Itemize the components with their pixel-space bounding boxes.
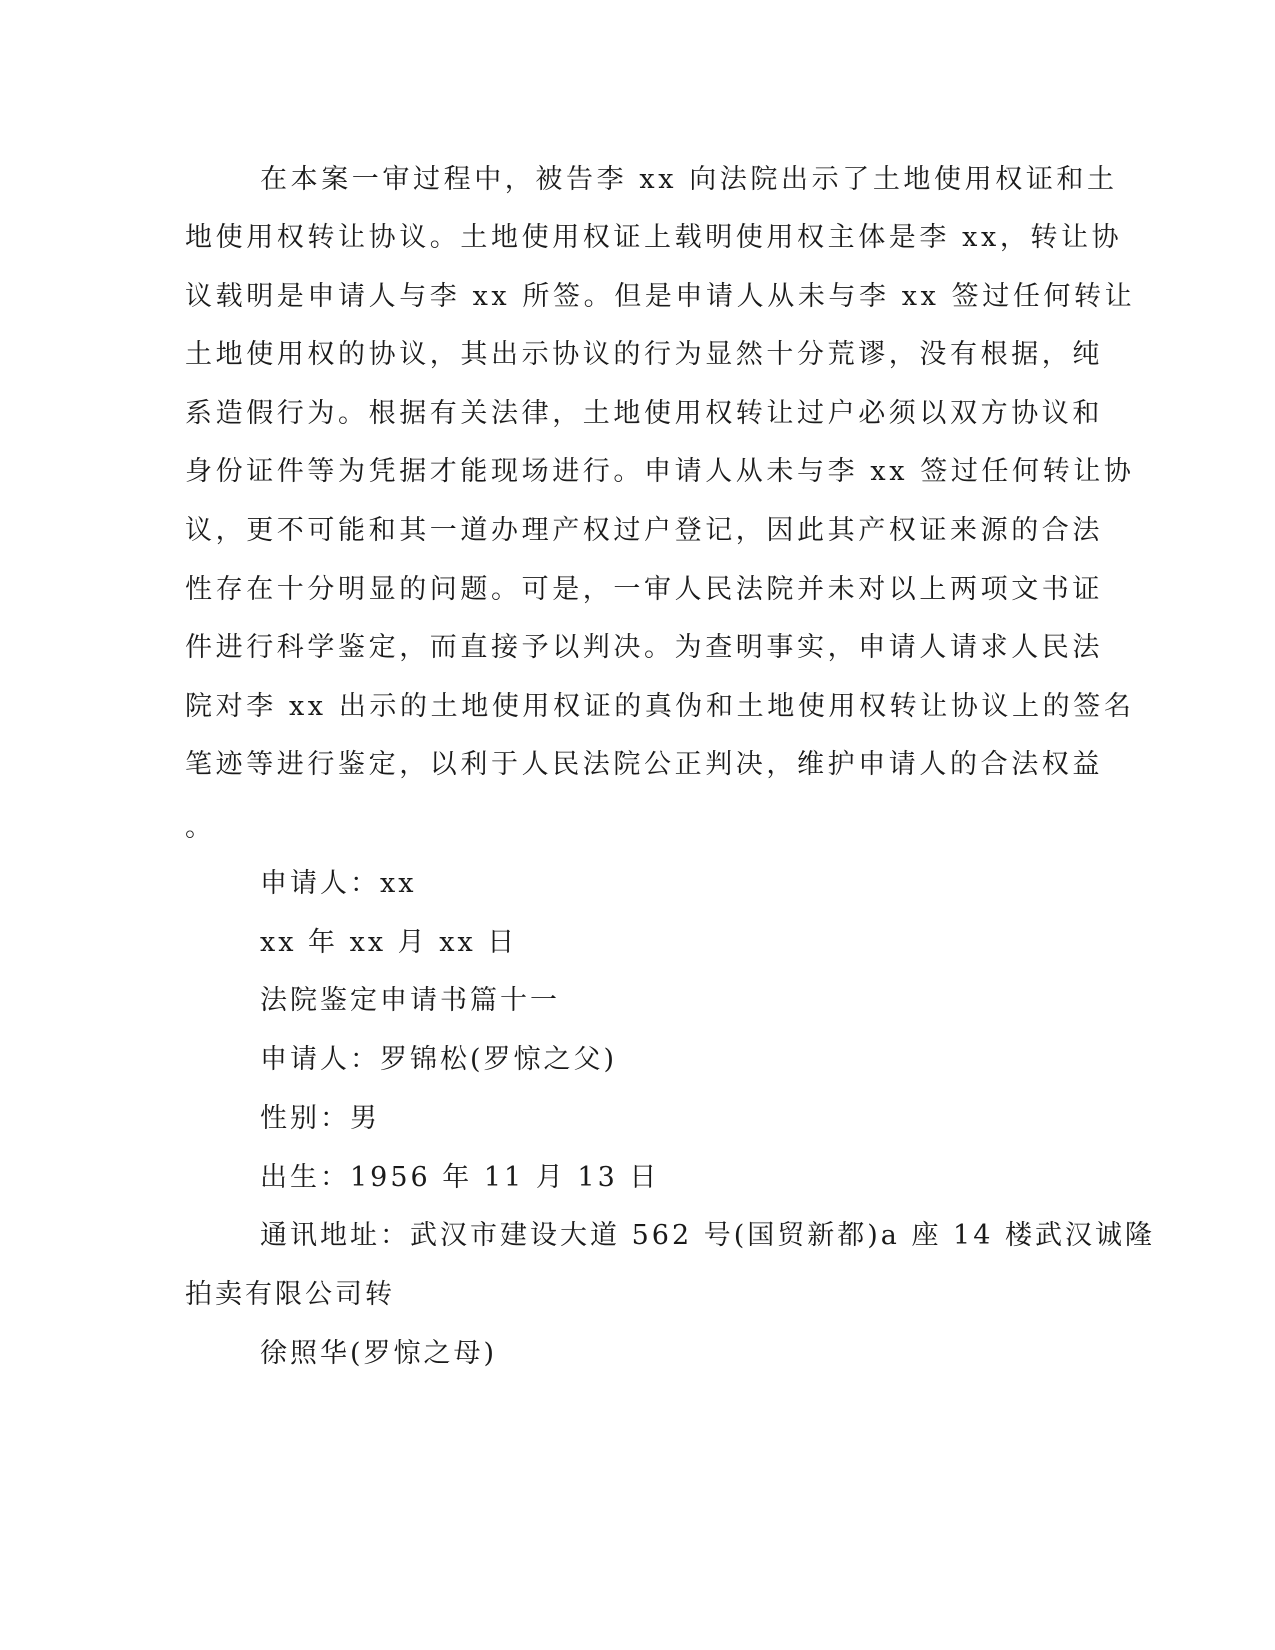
body-text-line: 笔迹等进行鉴定，以利于人民法院公正判决，维护申请人的合法权益 [185, 749, 1103, 780]
applicant-address-continued: 拍卖有限公司转 [185, 1279, 395, 1310]
body-text-line: 性存在十分明显的问题。可是，一审人民法院并未对以上两项文书证 [185, 574, 1103, 605]
body-text-line: 。 [185, 812, 216, 843]
body-text-line: 件进行科学鉴定，而直接予以判决。为查明事实，申请人请求人民法 [185, 632, 1103, 663]
applicant-gender: 性别：男 [260, 1103, 380, 1134]
applicant-name: 申请人：罗锦松(罗惊之父) [260, 1044, 618, 1075]
body-text-line: 院对李 xx 出示的土地使用权证的真伪和土地使用权转让协议上的签名 [185, 691, 1135, 722]
body-text-line: 土地使用权的协议，其出示协议的行为显然十分荒谬，没有根据，纯 [185, 339, 1103, 370]
applicant-birth: 出生：1956 年 11 月 13 日 [260, 1162, 660, 1193]
body-text-line: 议，更不可能和其一道办理产权过户登记，因此其产权证来源的合法 [185, 515, 1103, 546]
signature-date: xx 年 xx 月 xx 日 [260, 927, 518, 958]
co-applicant-name: 徐照华(罗惊之母) [260, 1338, 498, 1369]
body-text-line: 议载明是申请人与李 xx 所签。但是申请人从未与李 xx 签过任何转让 [185, 281, 1136, 312]
body-text-line: 系造假行为。根据有关法律，土地使用权转让过户必须以双方协议和 [185, 398, 1103, 429]
body-text-line: 地使用权转让协议。土地使用权证上载明使用权主体是李 xx，转让协 [185, 222, 1123, 253]
body-text-line: 身份证件等为凭据才能现场进行。申请人从未与李 xx 签过任何转让协 [185, 456, 1135, 487]
applicant-signature: 申请人：xx [260, 868, 417, 899]
body-text-line: 在本案一审过程中，被告李 xx 向法院出示了土地使用权证和土 [260, 164, 1118, 195]
applicant-address: 通讯地址：武汉市建设大道 562 号(国贸新都)a 座 14 楼武汉诚隆 [260, 1220, 1155, 1251]
section-title: 法院鉴定申请书篇十一 [260, 985, 560, 1016]
